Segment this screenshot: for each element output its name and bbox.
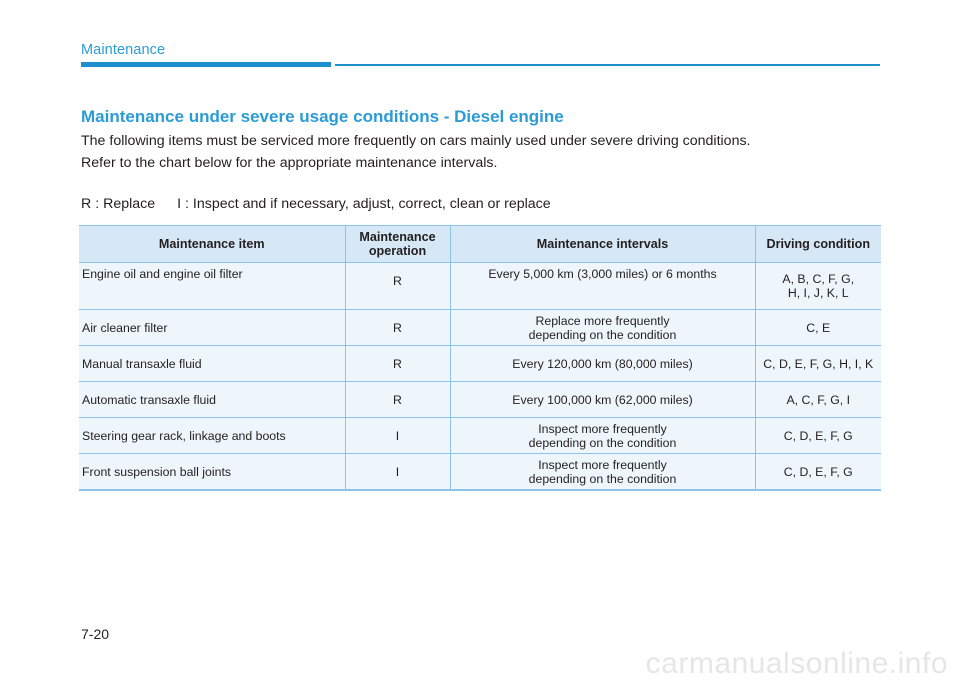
cell-interval <box>450 418 755 454</box>
header-maintenance-item: Maintenance item <box>79 226 345 263</box>
cell-item: Manual transaxle fluid <box>79 346 345 382</box>
cell-operation: R <box>345 263 450 310</box>
legend-inspect: I : Inspect and if necessary, adjust, correct, clean or replace <box>177 196 551 212</box>
cell-interval: Every 120,000 km (80,000 miles) <box>450 346 755 382</box>
section-rule-thin <box>335 64 880 66</box>
page-heading: Maintenance under severe usage conditions - Diesel engine <box>81 107 564 126</box>
cell-item: Steering gear rack, linkage and boots <box>79 418 345 454</box>
interval-line2: depending on the condition <box>528 435 677 450</box>
cell-operation: R <box>345 346 450 382</box>
interval-line1: Inspect more frequently <box>538 457 667 472</box>
cell-interval <box>450 310 755 346</box>
table-row <box>79 454 881 491</box>
cell-operation: I <box>345 454 450 491</box>
legend <box>81 196 551 212</box>
section-label: Maintenance <box>81 42 166 58</box>
cell-operation: R <box>345 310 450 346</box>
condition-line1: A, B, C, F, G, <box>782 272 855 286</box>
cell-item: Engine oil and engine oil filter <box>79 263 345 310</box>
legend-replace: R : Replace <box>81 196 156 212</box>
cell-operation: R <box>345 382 450 418</box>
table-row <box>79 263 881 310</box>
cell-item: Air cleaner filter <box>79 310 345 346</box>
table-row <box>79 382 881 418</box>
maintenance-table <box>79 225 881 491</box>
cell-interval <box>450 454 755 491</box>
interval-line1: Every 5,000 km (3,000 miles) or 6 months <box>488 267 717 281</box>
intro-paragraph-2: Refer to the chart below for the appropriate maintenance intervals. <box>81 155 498 171</box>
interval-line1: Replace more frequently <box>535 313 670 328</box>
page-number: 7-20 <box>81 626 110 642</box>
table-row <box>79 310 881 346</box>
table-row <box>79 418 881 454</box>
cell-condition: C, D, E, F, G <box>755 454 881 491</box>
section-rule-thick <box>81 62 331 67</box>
table-row <box>79 346 881 382</box>
header-driving-condition: Driving condition <box>755 226 881 263</box>
intro-paragraph-1: The following items must be serviced more frequently on cars mainly used under severe driving conditions. <box>81 133 751 149</box>
cell-condition: C, D, E, F, G, H, I, K <box>755 346 881 382</box>
cell-interval: Every 100,000 km (62,000 miles) <box>450 382 755 418</box>
interval-line2: depending on the condition <box>528 471 677 486</box>
header-maintenance-intervals: Maintenance intervals <box>450 226 755 263</box>
interval-line2: depending on the condition <box>528 327 677 342</box>
cell-condition: A, C, F, G, I <box>755 382 881 418</box>
cell-interval <box>450 263 755 310</box>
header-maintenance-operation <box>345 226 450 263</box>
cell-item: Front suspension ball joints <box>79 454 345 491</box>
header-operation-line2: operation <box>368 244 427 258</box>
interval-line1: Inspect more frequently <box>538 421 667 436</box>
watermark: carmanualsonline.info <box>645 647 948 680</box>
cell-condition: C, D, E, F, G <box>755 418 881 454</box>
cell-operation: I <box>345 418 450 454</box>
cell-item: Automatic transaxle fluid <box>79 382 345 418</box>
table-header-row <box>79 226 881 263</box>
header-operation-line1: Maintenance <box>359 230 436 244</box>
cell-condition <box>755 263 881 310</box>
cell-condition: C, E <box>755 310 881 346</box>
condition-line2: H, I, J, K, L <box>787 286 849 300</box>
